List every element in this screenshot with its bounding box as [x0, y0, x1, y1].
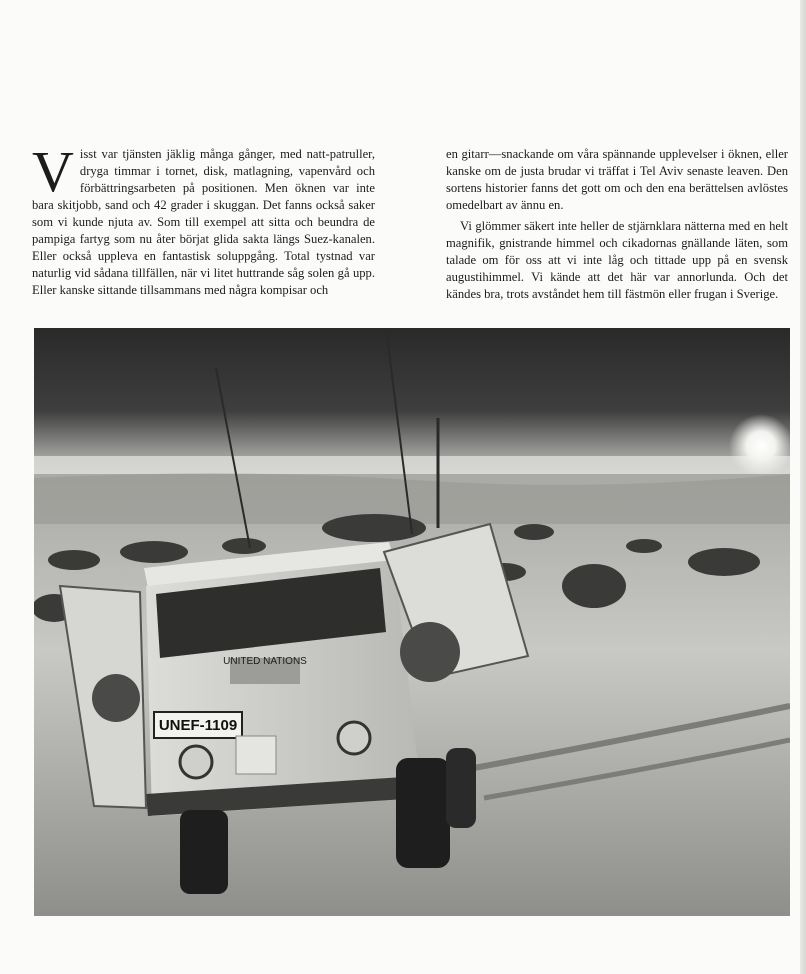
headlight-left [180, 746, 212, 778]
plate-number: UNEF-1109 [158, 717, 238, 734]
article-column-right [446, 146, 788, 307]
article-paragraph-1 [32, 139, 375, 299]
left-column-text: isst var tjänsten jäklig många gånger, med natt-patruller, dryga timmar i tornet, disk, matlagning, vapenvård och förbättringsarbeten på positionen. Men öknen var inte bara skitjobb, sand och 42 grader i skuggan. Det fanns också saker som vi kunde njuta av. Som till exempel att sitta och beundra de pampiga fartyg som nu åter börjat glida sakta längs Suez-kanalen. Eller också uppleva en fantastisk soluppgång. Total tystnad var naturlig vid sådana tillfällen, när vi litet huttrande såg solen gå upp. Eller kanske sittande tillsammans med några kompisar och [32, 147, 375, 297]
wheel-left [180, 810, 228, 894]
article-column-left [32, 139, 375, 303]
wheel-rear [446, 748, 476, 828]
article-paragraph-2: en gitarr—snackande om våra spännande upplevelser i öknen, eller kanske om de justa brudar vi träffat i Tel Aviv senaste leaven. Den sortens historier fanns det gott om och den ena berättelsen avlöstes omedelbart av ännu en. [446, 147, 788, 212]
page-edge [800, 0, 806, 974]
un-emblem-right [400, 622, 460, 682]
grille-badge: UNITED NATIONS [223, 656, 307, 667]
wheel-right [396, 758, 450, 868]
sun [729, 414, 790, 478]
article-paragraph-3: Vi glömmer säkert inte heller de stjärnklara nätterna med en helt magnifik, gnistrande himmel och cikadornas gnällande läten, som talade om för oss att vi inte låg och tittade upp på en svensk augustihimmel. Vi kände att det här var annorlunda. Och det kändes bra, trots avståndet hem till fästmön eller frugan i Sverige. [446, 219, 788, 301]
paper-note [236, 736, 276, 774]
drop-cap: V [32, 139, 74, 204]
headlight-right [338, 722, 370, 754]
sky [34, 328, 790, 478]
desert-jeep-photo [34, 328, 790, 916]
un-emblem-left [92, 674, 140, 722]
